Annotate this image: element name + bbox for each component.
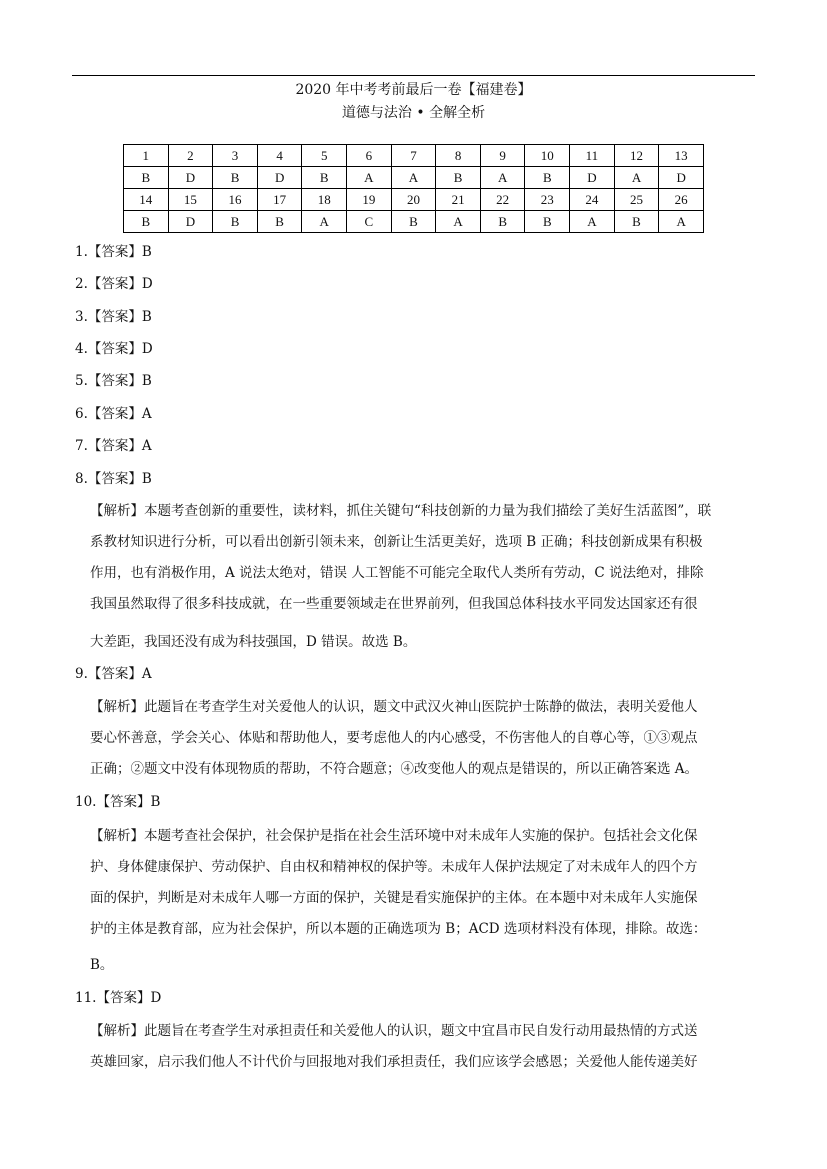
explanation-line: 面的保护，判断是对未成年人哪一方面的保护，关键是看实施保护的主体。在本题中对未成年人实施保 — [90, 890, 698, 906]
explanation-line: 【解析】此题旨在考查学生对承担责任和关爱他人的认识，题文中宜昌市民自发行动用最热情的方式送 — [90, 1023, 698, 1039]
answer-letter-cell: A — [570, 211, 615, 233]
answer-letter-cell: A — [480, 167, 525, 189]
answer-item: 11.【答案】D — [75, 990, 162, 1006]
answer-letter-row — [124, 211, 704, 233]
answer-letter-cell: B — [525, 167, 570, 189]
answer-letter-cell: A — [347, 167, 392, 189]
question-number-cell: 15 — [168, 189, 213, 211]
question-number-cell: 26 — [659, 189, 704, 211]
explanation-line: 【解析】本题考查创新的重要性，读材料，抓住关键句“科技创新的力量为我们描绘了美好生活蓝图”，联 — [90, 503, 712, 519]
question-number-row — [124, 189, 704, 211]
question-number-cell: 20 — [391, 189, 436, 211]
question-number-cell: 10 — [525, 145, 570, 167]
answer-letter-cell: D — [168, 167, 213, 189]
answer-letter-cell: B — [614, 211, 659, 233]
page-subtitle: 道德与法治 • 全解全析 — [341, 105, 486, 121]
answer-letter-cell: B — [213, 167, 258, 189]
answer-letter-cell: B — [124, 211, 169, 233]
question-number-row — [124, 145, 704, 167]
answer-letter-cell: A — [659, 211, 704, 233]
question-number-cell: 4 — [257, 145, 302, 167]
answer-letter-cell: A — [436, 211, 481, 233]
explanation-line: 我国虽然取得了很多科技成就，在一些重要领域走在世界前列，但我国总体科技水平同发达国家还有很 — [90, 596, 698, 612]
answer-letter-cell: A — [391, 167, 436, 189]
header-rule — [72, 75, 755, 76]
question-number-cell: 12 — [614, 145, 659, 167]
answer-letter-row — [124, 167, 704, 189]
answer-item: 5.【答案】B — [75, 373, 152, 389]
question-number-cell: 8 — [436, 145, 481, 167]
question-number-cell: 25 — [614, 189, 659, 211]
question-number-cell: 9 — [480, 145, 525, 167]
explanation-line: 作用，也有消极作用，A 说法太绝对，错误 人工智能不可能完全取代人类所有劳动，C 说法绝对，排除 — [90, 565, 704, 581]
question-number-cell: 16 — [213, 189, 258, 211]
answer-item: 6.【答案】A — [75, 406, 152, 422]
answer-item: 4.【答案】D — [75, 341, 153, 357]
answer-letter-cell: A — [614, 167, 659, 189]
explanation-line: 正确；②题文中没有体现物质的帮助，不符合题意；④改变他人的观点是错误的，所以正确答案选 A。 — [90, 761, 699, 777]
question-number-cell: 17 — [257, 189, 302, 211]
explanation-line: B。 — [90, 957, 114, 973]
page-title: 2020 年中考考前最后一卷【福建卷】 — [295, 82, 532, 98]
question-number-cell: 21 — [436, 189, 481, 211]
answer-item: 1.【答案】B — [75, 244, 152, 260]
question-number-cell: 14 — [124, 189, 169, 211]
question-number-cell: 11 — [570, 145, 615, 167]
answer-item: 3.【答案】B — [75, 309, 152, 325]
question-number-cell: 7 — [391, 145, 436, 167]
answer-letter-cell: D — [168, 211, 213, 233]
answer-letter-cell: B — [257, 211, 302, 233]
answer-letter-cell: B — [525, 211, 570, 233]
question-number-cell: 24 — [570, 189, 615, 211]
answer-item: 8.【答案】B — [75, 471, 152, 487]
explanation-line: 要心怀善意，学会关心、体贴和帮助他人，要考虑他人的内心感受，不伤害他人的自尊心等，①③观点 — [90, 730, 698, 746]
answer-letter-cell: B — [480, 211, 525, 233]
question-number-cell: 23 — [525, 189, 570, 211]
explanation-line: 【解析】此题旨在考查学生对关爱他人的认识，题文中武汉火神山医院护士陈静的做法，表明关爱他人 — [90, 699, 698, 715]
answer-letter-cell: A — [302, 211, 347, 233]
explanation-line: 【解析】本题考查社会保护，社会保护是指在社会生活环境中对未成年人实施的保护。包括社会文化保 — [90, 828, 698, 844]
question-number-cell: 2 — [168, 145, 213, 167]
question-number-cell: 5 — [302, 145, 347, 167]
answer-item: 7.【答案】A — [75, 438, 152, 454]
answer-letter-cell: B — [391, 211, 436, 233]
answer-key-table — [123, 144, 704, 233]
question-number-cell: 3 — [213, 145, 258, 167]
question-number-cell: 1 — [124, 145, 169, 167]
question-number-cell: 18 — [302, 189, 347, 211]
answer-item: 2.【答案】D — [75, 276, 153, 292]
explanation-line: 大差距，我国还没有成为科技强国，D 错误。故选 B。 — [90, 634, 417, 650]
explanation-line: 护、身体健康保护、劳动保护、自由权和精神权的保护等。未成年人保护法规定了对未成年人的四个方 — [90, 859, 698, 875]
answer-letter-cell: D — [659, 167, 704, 189]
answer-item: 9.【答案】A — [75, 666, 152, 682]
answer-letter-cell: B — [436, 167, 481, 189]
answer-item: 10.【答案】B — [75, 794, 161, 810]
question-number-cell: 13 — [659, 145, 704, 167]
question-number-cell: 22 — [480, 189, 525, 211]
explanation-line: 护的主体是教育部，应为社会保护，所以本题的正确选项为 B；ACD 选项材料没有体现，排除。故选： — [90, 921, 707, 937]
explanation-line: 英雄回家，启示我们他人不计代价与回报地对我们承担责任，我们应该学会感恩；关爱他人能传递美好 — [90, 1054, 698, 1070]
question-number-cell: 19 — [347, 189, 392, 211]
answer-letter-cell: B — [213, 211, 258, 233]
explanation-line: 系教材知识进行分析，可以看出创新引领未来，创新让生活更美好，选项 B 正确；科技创新成果有积极 — [90, 534, 703, 550]
answer-letter-cell: B — [124, 167, 169, 189]
question-number-cell: 6 — [347, 145, 392, 167]
answer-letter-cell: C — [347, 211, 392, 233]
answer-letter-cell: D — [257, 167, 302, 189]
answer-letter-cell: D — [570, 167, 615, 189]
answer-letter-cell: B — [302, 167, 347, 189]
